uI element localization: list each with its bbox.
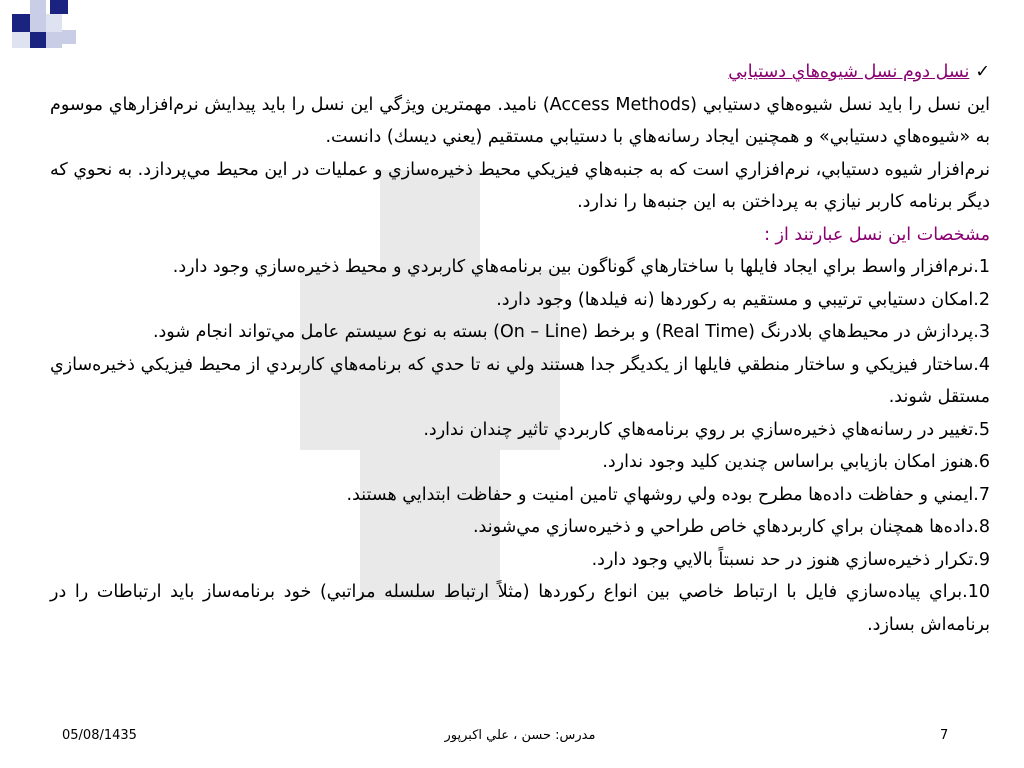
slide-heading (50, 56, 990, 89)
paragraph-2: نرم‌افزار شيوه دستيابي، نرم‌افزاري است كه به جنبه‌هاي فيزيكي محيط ذخيره‌سازي و عمليات در اين محيط مي‌پردازد. به نحوي كه ديگر برنامه كاربر نيازي به پرداختن به اين جنبه‌ها را ندارد. (50, 159, 990, 212)
list-item: 4.ساختار فيزيكي و ساختار منطقي فايلها از يكديگر جدا هستند ولي نه تا حدي كه برنامه‌هاي كاربردي از محيط فيزيكي ذخيره‌سازي مستقل شوند. (50, 354, 990, 407)
list-item: 7.ايمني و حفاظت داده‌ها مطرح بوده ولي روشهاي تامين امنيت و حفاظت ابتدايي هستند. (346, 484, 990, 505)
list-item: 10.براي پياده‌سازي فايل با ارتباط خاصي بين انواع ركوردها (مثلاً ارتباط سلسله مراتبي) خود برنامه‌ساز بايد ارتباطات را در برنامه‌اش بسازد. (50, 582, 990, 635)
list-item: 1.نرم‌افزار واسط براي ايجاد فايلها با ساختارهاي گوناگون بين برنامه‌هاي كاربردي و محيط ذخيره‌سازي وجود دارد. (172, 257, 990, 277)
page-number: 7 (940, 728, 949, 743)
list-item: 8.داده‌ها همچنان براي كاربردهاي خاص طراحي و ذخيره‌سازي مي‌شوند. (472, 517, 990, 537)
list-item: 2.امكان دستيابي ترتيبي و مستقيم به ركوردها (نه فيلدها) وجود دارد. (496, 289, 990, 310)
list-item: 9.تكرار ذخيره‌سازي هنوز در حد نسبتاً بالايي وجود دارد. (591, 549, 990, 570)
list-item: 5.تغيير در رسانه‌هاي ذخيره‌سازي بر روي برنامه‌هاي كاربردي تاثير چندان ندارد. (423, 419, 990, 440)
paragraph-1: اين نسل را بايد نسل شيوه‌هاي دستيابي (Access Methods) ناميد. مهمترين ويژگي اين نسل را بايد پيدايش نرم‌افزارهاي موسوم به «شيوه‌هاي دستيابي» و همچنين ايجاد رسانه‌هاي با دستيابي مستقيم (يعني ديسك) دانست. (50, 94, 990, 147)
slide-content (50, 56, 990, 641)
list-item: 3.پردازش در محيط‌هاي بلادرنگ (Real Time) و برخط (On – Line) بسته به نوع سيستم عامل مي‌تواند انجام شود. (152, 322, 990, 342)
footer-date: 05/08/1435 (62, 728, 137, 743)
check-icon: ✓ (975, 62, 990, 82)
footer-presenter: مدرس: حسن ، علي اكبرپور (444, 728, 596, 743)
slide-title: نسل دوم نسل شيوه‌هاي دستيابي (728, 62, 970, 82)
list-item: 6.هنوز امكان بازيابي براساس چندين كليد وجود ندارد. (602, 452, 990, 472)
features-title: مشخصات اين نسل عبارتند از : (764, 224, 990, 245)
